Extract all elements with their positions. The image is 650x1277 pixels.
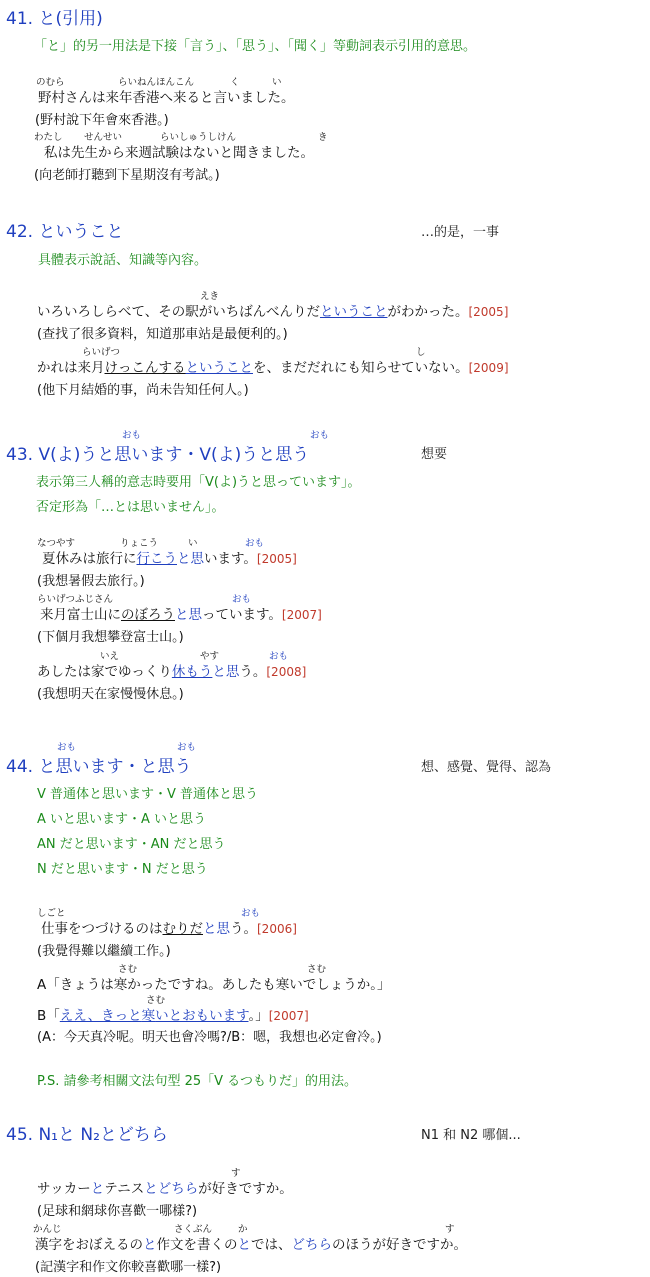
example-45-2: 漢字をおぼえるのと作文を書くのとでは、どちらのほうが好きですか。	[35, 1237, 467, 1253]
example-45-1: サッカーとテニスとどちらが好きですか。	[37, 1181, 293, 1197]
translation-41-2: (向老師打聽到下星期沒有考試。)	[34, 168, 220, 183]
ruby: さむ	[118, 964, 138, 975]
ruby: なつやす	[37, 538, 76, 549]
example-44-2: A「きょうは寒かったですね。あしたも寒いでしょうか。」	[37, 977, 391, 993]
ruby: りょこう	[120, 538, 159, 549]
form-2: A いと思います・A いと思う	[37, 812, 207, 827]
section-42-title: 42. ということ	[6, 222, 124, 242]
ruby: さくぶん	[174, 1224, 213, 1235]
section-42-meaning: …的是，一事	[421, 225, 500, 240]
example-43-1: 夏休みは旅行に行こうと思います。[2005]	[42, 551, 297, 567]
section-43-description-1: 表示第三人稱的意志時要用「V(よ)うと思っています」。	[36, 475, 361, 490]
translation-45-2: (記漢字和作文你較喜歡哪一樣?)	[35, 1260, 222, 1275]
ruby: らいねんほんこん	[118, 77, 195, 88]
example-41-1: 野村さんは来年香港へ来ると言いました。	[38, 90, 295, 106]
section-45-title: 45. N₁と N₂とどちら	[6, 1125, 168, 1145]
ruby: かんじ	[33, 1224, 62, 1235]
translation-45-1: (足球和網球你喜歡一哪樣?)	[37, 1204, 198, 1219]
example-42-2: かれは来月けっこんするということを、まだだれにも知らせていない。[2009]	[37, 360, 509, 376]
section-43-meaning: 想要	[421, 447, 448, 462]
example-43-3: あしたは家でゆっくり休もうと思う。[2008]	[37, 664, 307, 680]
translation-42-1: (查找了很多資料，知道那車站是最便利的。)	[37, 327, 288, 342]
ruby: いえ	[100, 651, 120, 662]
section-42-description: 具體表示說話、知識等內容。	[38, 253, 208, 268]
section-43-title: 43. V(よ)うと思います・V(よ)うと思う	[6, 445, 310, 465]
translation-43-1: (我想暑假去旅行。)	[37, 574, 145, 589]
ruby: のむら	[36, 77, 65, 88]
ruby: せんせい	[84, 132, 123, 143]
ruby: さむ	[307, 964, 327, 975]
ruby: さむ	[146, 995, 166, 1006]
ruby: く	[230, 77, 240, 88]
section-44-meaning: 想、感覺、覺得、認為	[421, 760, 552, 775]
example-41-2: 私は先生から来週試験はないと聞きました。	[44, 145, 314, 161]
ruby: い	[188, 538, 198, 549]
translation-44-2: (A：今天真冷呢。明天也會冷嗎?/B：嗯，我想也必定會冷。)	[37, 1030, 382, 1045]
ruby: おも	[310, 430, 330, 441]
ruby: らいげつ	[82, 347, 121, 358]
ruby: らいげつふじさん	[37, 594, 114, 605]
ruby: おも	[245, 538, 265, 549]
ruby: か	[238, 1224, 248, 1235]
ruby: す	[231, 1168, 241, 1179]
ruby: おも	[57, 742, 77, 753]
ruby: し	[416, 347, 426, 358]
ruby: おも	[177, 742, 197, 753]
form-4: N だと思います・N だと思う	[37, 862, 208, 877]
ruby: す	[445, 1224, 455, 1235]
ps-note: P.S. 請參考相關文法句型 25「V るつもりだ」的用法。	[37, 1074, 358, 1089]
ruby: らいしゅうしけん	[160, 132, 237, 143]
example-44-3: B「ええ、きっと寒いとおもいます。」[2007]	[37, 1008, 309, 1024]
ruby: おも	[232, 594, 252, 605]
form-3: AN だと思います・AN だと思う	[37, 837, 226, 852]
example-42-1: いろいろしらべて、その駅がいちばんべんりだということがわかった。[2005]	[37, 304, 509, 320]
translation-43-3: (我想明天在家慢慢休息。)	[37, 687, 184, 702]
ruby: おも	[269, 651, 289, 662]
ruby: おも	[241, 908, 261, 919]
ruby: わたし	[34, 132, 63, 143]
section-41-title: 41. と(引用)	[6, 9, 103, 29]
example-43-2: 来月富士山にのぼろうと思っています。[2007]	[40, 607, 322, 623]
translation-43-2: (下個月我想攀登富士山。)	[37, 630, 184, 645]
ruby: い	[272, 77, 282, 88]
translation-42-2: (他下月結婚的事，尚未告知任何人。)	[37, 383, 249, 398]
translation-44-1: (我覺得難以繼續工作。)	[37, 944, 171, 959]
ruby: しごと	[37, 908, 66, 919]
ruby: えき	[200, 291, 220, 302]
example-44-1: 仕事をつづけるのはむりだと思う。[2006]	[41, 921, 297, 937]
translation-41-1: (野村說下年會來香港。)	[35, 113, 169, 128]
section-41-description: 「と」的另一用法是下接「言う」、「思う」、「聞く」等動詞表示引用的意思。	[34, 39, 477, 54]
section-44-title: 44. と思います・と思う	[6, 757, 192, 777]
ruby: き	[318, 132, 328, 143]
ruby: おも	[122, 430, 142, 441]
ruby: やす	[200, 651, 220, 662]
form-1: V 普通体と思います・V 普通体と思う	[37, 787, 259, 802]
section-45-meaning: N1 和 N2 哪個...	[421, 1128, 521, 1143]
section-43-description-2: 否定形為「…とは思いません」。	[36, 500, 225, 515]
